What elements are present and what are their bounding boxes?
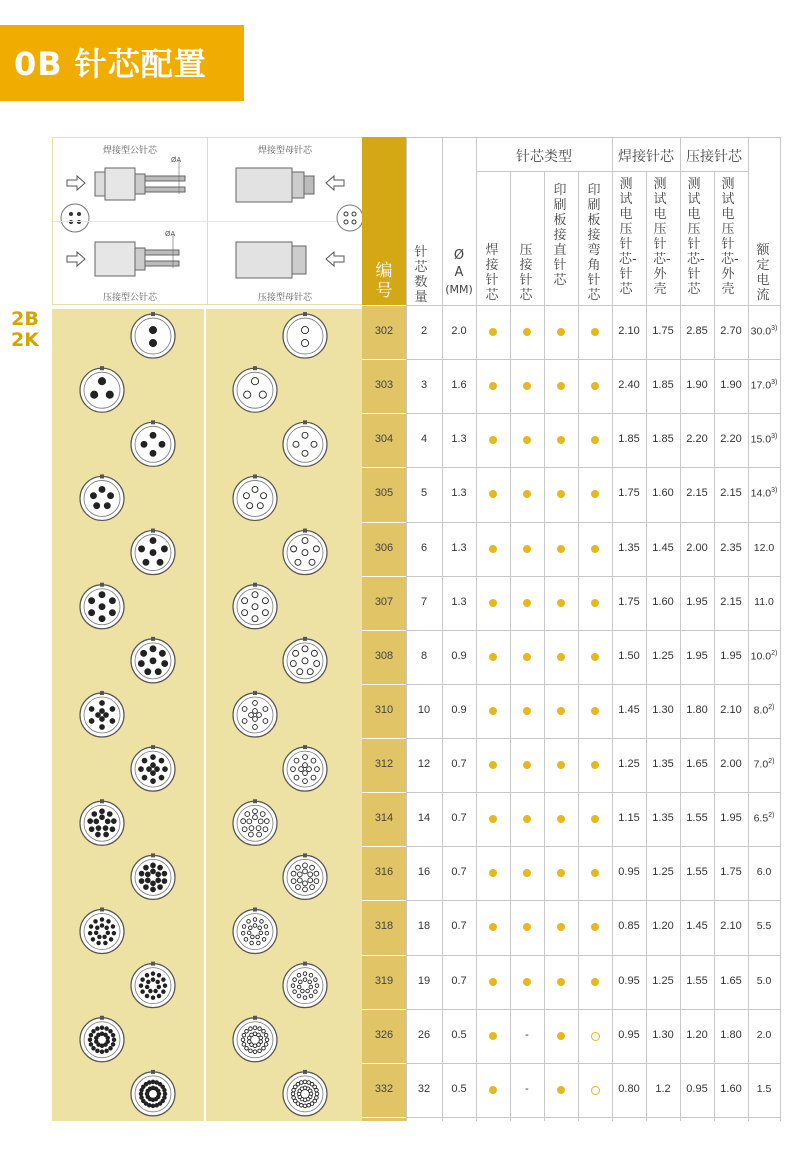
pins-cell: 5	[420, 487, 428, 500]
s1-cell: 1.25	[618, 758, 640, 771]
test-voltage-4-header: 测试电压针芯-外壳	[721, 177, 739, 297]
test-voltage-1-header: 测试电压针芯-针芯	[619, 177, 637, 297]
s2-cell: 1.20	[652, 920, 674, 933]
available-dot-icon	[557, 707, 565, 715]
dia-cell: 1.3	[451, 595, 467, 608]
s1-cell: 1.35	[618, 541, 640, 554]
pin-layout-drawings	[52, 309, 362, 1121]
rated-current-cell: 15.0$^{3)}$	[750, 433, 778, 446]
rated-current-cell: 2.0	[756, 1028, 772, 1041]
s1-cell: 1.50	[618, 649, 640, 662]
s2-cell: 1.25	[652, 649, 674, 662]
s1-cell: 0.95	[618, 866, 640, 879]
rated-current-cell: 11.0	[754, 595, 774, 608]
arrow-left-icon	[326, 252, 344, 266]
crimp-female-caption: 压接型母针芯	[257, 293, 312, 303]
c2-cell: 1.60	[720, 1082, 742, 1095]
crimp-pin-header: 压接针芯	[519, 243, 533, 303]
pins-cell: 6	[420, 541, 428, 554]
c1-cell: 1.90	[686, 379, 708, 392]
c1-cell: 2.20	[686, 433, 708, 446]
available-dot-icon	[489, 1086, 497, 1094]
available-dot-icon	[489, 761, 497, 769]
available-dot-icon	[557, 599, 565, 607]
available-dot-icon	[557, 761, 565, 769]
pins-cell: 19	[417, 974, 431, 987]
female-layout-circle	[233, 909, 277, 953]
diameter-header: Ø A (MM)	[445, 248, 473, 296]
male-layout-circle	[131, 422, 175, 466]
c1-cell: 2.00	[686, 541, 708, 554]
available-dot-icon	[523, 761, 531, 769]
crimp-group-header: 压接针芯	[686, 149, 742, 165]
pins-cell: 26	[417, 1028, 431, 1041]
available-dot-icon	[523, 707, 531, 715]
c2-cell: 2.10	[720, 703, 742, 716]
c1-cell: 1.65	[686, 758, 708, 771]
male-layout-circle	[80, 368, 124, 412]
code-cell: 310	[374, 703, 394, 716]
dia-cell: 0.7	[451, 812, 467, 825]
code-cell: 314	[374, 812, 394, 825]
svg-text:ØA: ØA	[165, 231, 176, 238]
s1-cell: 0.80	[618, 1082, 640, 1095]
optional-circle-icon	[591, 1086, 600, 1095]
dia-cell: 0.5	[451, 1028, 467, 1041]
spec-table	[406, 137, 780, 1121]
dia-cell: 0.7	[451, 758, 467, 771]
available-dot-icon	[489, 869, 497, 877]
available-dot-icon	[557, 382, 565, 390]
pins-cell: 3	[420, 379, 428, 392]
test-voltage-2-header: 测试电压针芯-外壳	[653, 177, 671, 297]
available-dot-icon	[591, 545, 599, 553]
solder-male-caption: 焊接型公针芯	[102, 146, 157, 156]
crimp-male-caption: 压接型公针芯	[102, 293, 157, 303]
code-cell: 307	[374, 595, 394, 608]
dia-cell: 1.3	[451, 487, 467, 500]
code-cell: 326	[374, 1028, 394, 1041]
pins-cell: 4	[420, 433, 428, 446]
solder-group-header: 焊接针芯	[618, 149, 674, 165]
pin-type-header: 针芯类型	[516, 149, 572, 165]
dia-cell: 0.9	[451, 703, 467, 716]
s1-cell: 1.75	[618, 487, 640, 500]
rated-current-cell: 7.0$^{2)}$	[753, 758, 775, 771]
s2-cell: 1.30	[652, 703, 674, 716]
available-dot-icon	[489, 923, 497, 931]
available-dot-icon	[557, 1086, 565, 1094]
available-dot-icon	[557, 1032, 565, 1040]
available-dot-icon	[489, 328, 497, 336]
s2-cell: 1.35	[652, 758, 674, 771]
c2-cell: 2.00	[720, 758, 742, 771]
c1-cell: 1.80	[686, 703, 708, 716]
female-pin-diagrams	[208, 138, 362, 304]
c2-cell: 2.20	[720, 433, 742, 446]
available-dot-icon	[591, 599, 599, 607]
male-layout-circle	[80, 801, 124, 845]
available-dot-icon	[523, 545, 531, 553]
dia-cell: 0.5	[451, 1082, 467, 1095]
code-cell: 304	[374, 433, 394, 446]
c2-cell: 2.10	[720, 920, 742, 933]
unavailable-dash: -	[525, 1028, 529, 1041]
available-dot-icon	[591, 869, 599, 877]
pins-cell: 14	[417, 812, 431, 825]
available-dot-icon	[557, 328, 565, 336]
arrow-right-icon	[67, 252, 85, 266]
s2-cell: 1.35	[652, 812, 674, 825]
s2-cell: 1.85	[652, 379, 674, 392]
code-cell: 312	[374, 758, 394, 771]
connector-diagrams	[52, 137, 364, 305]
c1-cell: 0.95	[686, 1082, 708, 1095]
s2-cell: 1.85	[652, 433, 674, 446]
c2-cell: 1.90	[720, 379, 742, 392]
rated-current-cell: 6.5$^{2)}$	[753, 812, 775, 825]
available-dot-icon	[591, 328, 599, 336]
available-dot-icon	[523, 328, 531, 336]
available-dot-icon	[591, 707, 599, 715]
available-dot-icon	[489, 382, 497, 390]
code-header	[362, 137, 406, 305]
female-layout-circle	[283, 314, 327, 358]
rated-current-cell: 8.0$^{2)}$	[753, 703, 775, 717]
c2-cell: 2.70	[720, 325, 742, 338]
pcb-angle-header: 印刷板接弯角针芯	[587, 183, 601, 303]
available-dot-icon	[523, 815, 531, 823]
s1-cell: 1.15	[618, 812, 640, 825]
available-dot-icon	[591, 436, 599, 444]
female-layout-circle	[233, 368, 277, 412]
female-layout-circle	[233, 801, 277, 845]
c2-cell: 1.80	[720, 1028, 742, 1041]
s1-cell: 2.40	[618, 379, 640, 392]
code-cell: 308	[374, 649, 394, 662]
s2-cell: 1.45	[652, 541, 674, 554]
s2-cell: 1.25	[652, 974, 674, 987]
svg-text:ØA: ØA	[171, 157, 182, 164]
female-layout-circle	[283, 855, 327, 899]
available-dot-icon	[489, 815, 497, 823]
available-dot-icon	[557, 815, 565, 823]
available-dot-icon	[523, 653, 531, 661]
c1-cell: 2.85	[686, 325, 708, 338]
available-dot-icon	[557, 490, 565, 498]
available-dot-icon	[557, 545, 565, 553]
available-dot-icon	[591, 923, 599, 931]
series-2k: 2K	[11, 329, 39, 351]
series-label	[5, 309, 45, 351]
dia-cell: 2.0	[451, 325, 467, 338]
pins-cell: 12	[417, 758, 431, 771]
s2-cell: 1.60	[652, 487, 674, 500]
available-dot-icon	[523, 869, 531, 877]
rated-current-cell: 12.0	[753, 541, 775, 554]
dia-cell: 0.7	[451, 920, 467, 933]
c2-cell: 1.65	[720, 974, 742, 987]
available-dot-icon	[523, 490, 531, 498]
pins-cell: 8	[420, 649, 428, 662]
rated-current-cell: 10.0$^{2)}$	[750, 649, 778, 663]
code-cell: 318	[374, 920, 394, 933]
c2-cell: 2.15	[720, 487, 742, 500]
code-cell: 303	[374, 379, 394, 392]
available-dot-icon	[591, 815, 599, 823]
male-layout-circle	[131, 314, 175, 358]
optional-circle-icon	[591, 1032, 600, 1041]
c2-cell: 1.75	[720, 866, 742, 879]
code-cell: 319	[374, 974, 394, 987]
dia-cell: 0.9	[451, 649, 467, 662]
available-dot-icon	[523, 382, 531, 390]
c1-cell: 1.55	[686, 974, 708, 987]
s1-cell: 1.75	[618, 595, 640, 608]
s2-cell: 1.2	[655, 1082, 671, 1095]
available-dot-icon	[489, 599, 497, 607]
code-cell: 306	[374, 541, 394, 554]
available-dot-icon	[557, 923, 565, 931]
male-layout-circle	[131, 747, 175, 791]
series-2b: 2B	[11, 308, 39, 330]
unavailable-dash: -	[525, 1082, 529, 1095]
dia-cell: 1.3	[451, 433, 467, 446]
pins-cell: 16	[417, 866, 431, 879]
male-layout-circle	[131, 855, 175, 899]
c2-cell: 1.95	[720, 812, 742, 825]
pins-cell: 32	[417, 1082, 431, 1095]
pins-cell: 18	[417, 920, 431, 933]
available-dot-icon	[557, 436, 565, 444]
female-layout-circle	[283, 1072, 327, 1116]
female-layout-circle	[283, 964, 327, 1008]
c1-cell: 1.95	[686, 595, 708, 608]
dia-cell: 0.7	[451, 866, 467, 879]
rated-current-cell: 5.0	[756, 974, 772, 987]
section-banner	[0, 25, 244, 101]
s1-cell: 0.95	[618, 974, 640, 987]
available-dot-icon	[489, 978, 497, 986]
available-dot-icon	[523, 978, 531, 986]
male-layout-circle	[80, 693, 124, 737]
c1-cell: 1.95	[686, 649, 708, 662]
male-layout-circle	[131, 1072, 175, 1116]
pins-cell: 10	[417, 703, 431, 716]
code-header-label: 编号	[375, 261, 393, 301]
available-dot-icon	[489, 653, 497, 661]
male-layout-circle	[80, 1018, 124, 1062]
code-cell: 305	[374, 487, 394, 500]
female-layout-circle	[283, 747, 327, 791]
s1-cell: 0.95	[618, 1028, 640, 1041]
s1-cell: 1.85	[618, 433, 640, 446]
c1-cell: 1.55	[686, 812, 708, 825]
pcb-straight-header: 印刷板接直针芯	[553, 183, 567, 288]
code-cell: 332	[374, 1082, 394, 1095]
available-dot-icon	[523, 923, 531, 931]
code-cell: 316	[374, 866, 394, 879]
s1-cell: 0.85	[618, 920, 640, 933]
solder-pin-header: 焊接针芯	[485, 243, 499, 303]
available-dot-icon	[523, 599, 531, 607]
available-dot-icon	[591, 978, 599, 986]
available-dot-icon	[489, 707, 497, 715]
arrow-left-icon	[326, 176, 344, 190]
c1-cell: 1.55	[686, 866, 708, 879]
dia-cell: 0.7	[451, 974, 467, 987]
available-dot-icon	[591, 761, 599, 769]
dia-cell: 1.6	[451, 379, 467, 392]
s1-cell: 2.10	[618, 325, 640, 338]
available-dot-icon	[557, 978, 565, 986]
test-voltage-3-header: 测试电压针芯-针芯	[687, 177, 705, 297]
s2-cell: 1.60	[652, 595, 674, 608]
c2-cell: 2.15	[720, 595, 742, 608]
female-pin-drawing	[208, 138, 362, 304]
s2-cell: 1.75	[652, 325, 674, 338]
pins-cell: 7	[420, 595, 428, 608]
c2-cell: 1.95	[720, 649, 742, 662]
female-layout-circle	[233, 693, 277, 737]
section-title: 0B 针芯配置	[14, 45, 207, 83]
arrow-right-icon	[67, 176, 85, 190]
available-dot-icon	[557, 653, 565, 661]
female-layout-circle	[233, 1018, 277, 1062]
rated-current-cell: 30.0$^{3)}$	[750, 325, 778, 338]
c2-cell: 2.35	[720, 541, 742, 554]
dia-cell: 1.3	[451, 541, 467, 554]
s1-cell: 1.45	[618, 703, 640, 716]
c1-cell: 2.15	[686, 487, 708, 500]
c1-cell: 1.45	[686, 920, 708, 933]
rated-current-cell: 1.5	[756, 1082, 772, 1095]
code-cell: 302	[374, 325, 394, 338]
female-layout-circle	[283, 422, 327, 466]
rated-current-cell: 6.0	[756, 866, 772, 879]
male-layout-circle	[131, 964, 175, 1008]
available-dot-icon	[591, 653, 599, 661]
available-dot-icon	[489, 490, 497, 498]
rated-current-cell: 17.0$^{3)}$	[750, 379, 778, 392]
available-dot-icon	[489, 545, 497, 553]
pin-count-header: 针芯数量	[414, 245, 428, 305]
rated-current-header: 额定电流	[756, 243, 770, 303]
c1-cell: 1.20	[686, 1028, 708, 1041]
available-dot-icon	[523, 436, 531, 444]
s2-cell: 1.25	[652, 866, 674, 879]
available-dot-icon	[557, 869, 565, 877]
rated-current-cell: 5.5	[756, 920, 772, 933]
available-dot-icon	[591, 490, 599, 498]
male-layout-circle	[80, 476, 124, 520]
pins-cell: 2	[420, 325, 428, 338]
available-dot-icon	[489, 436, 497, 444]
available-dot-icon	[591, 382, 599, 390]
male-layout-circle	[80, 909, 124, 953]
s2-cell: 1.30	[652, 1028, 674, 1041]
available-dot-icon	[489, 1032, 497, 1040]
female-layout-circle	[233, 476, 277, 520]
solder-female-caption: 焊接型母针芯	[257, 146, 312, 156]
rated-current-cell: 14.0$^{3)}$	[750, 487, 778, 500]
